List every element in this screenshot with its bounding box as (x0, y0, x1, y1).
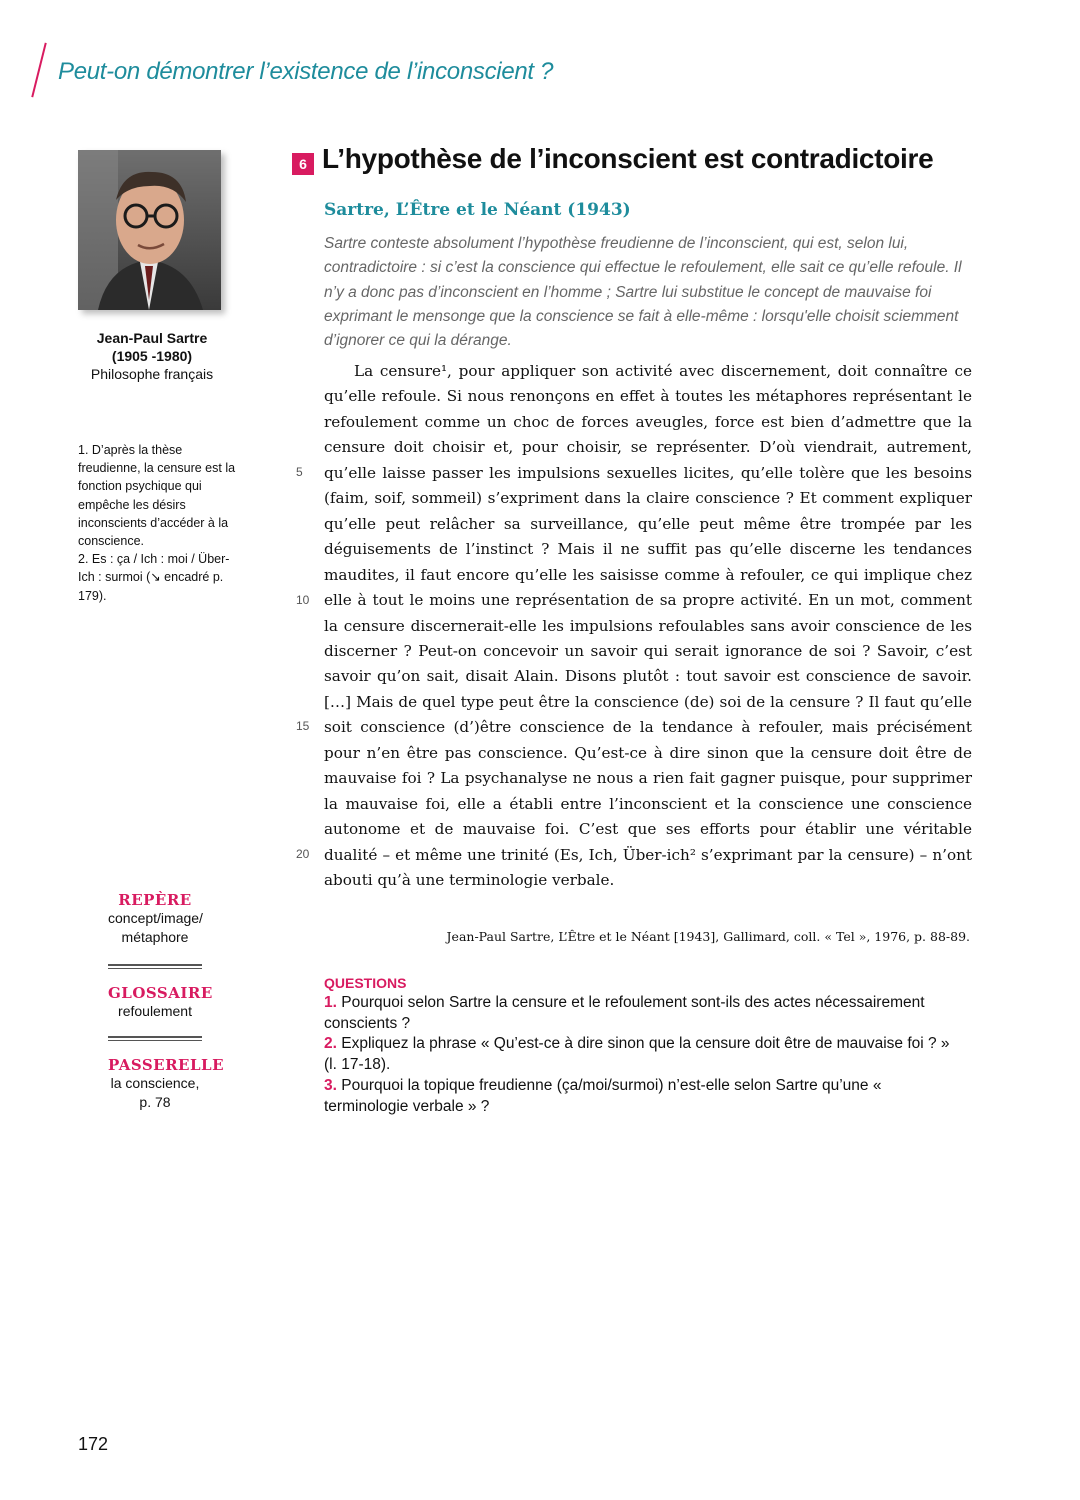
glossaire-body: refoulement (118, 1003, 192, 1019)
bibliographic-reference: Jean-Paul Sartre, L’Être et le Néant [1943], Gallimard, coll. « Tel », 1976, p. 88-89. (446, 929, 970, 944)
line-number: 5 (296, 465, 303, 479)
glossaire-box (108, 984, 213, 1021)
questions-list (324, 993, 964, 1117)
portrait-image (78, 150, 221, 310)
line-number: 10 (296, 593, 310, 607)
footnote-2: 2. Es : ça / Ich : moi / Über-Ich : surmoi (↘ encadré p. 179). (78, 552, 230, 603)
text-paragraph: La censure¹, pour appliquer son activité avec discernement, doit connaître ce qu’elle refoule. Si nous renonçons en effet à toutes les métaphores représentant le refoulement comme un choc de forces aveugles, force est bien d’admettre que la censure doit choisir et, pour choisir, se représenter. D’où viendrait, autrement, qu’elle laisse passer les impulsions sexuelles licites, qu’elle tolère que les besoins (faim, soif, sommeil) s’expriment dans la claire conscience ? Et comment expliquer qu’elle peut relâcher sa surveillance, qu’elle peut même être trompée par les déguisements de l’instinct ? Mais il ne suffit pas qu’elle discerne les tendances maudites, il faut encore qu’elle les saisisse comme à refouler, ce qui implique chez elle à tout le moins une représentation de sa propre activité. En un mot, comment la censure discernerait-elle les impulsions refoulables sans avoir conscience de les discerner ? Peut-on concevoir un savoir qui serait ignorance de soi ? Savoir, c’est savoir qu’on sait, disait Alain. Disons plutôt : tout savoir est conscience de savoir. […] Mais de quel type peut être la conscience (de) soi de la censure ? Il faut qu’elle soit conscience (d’)être conscience de la tendance à refouler, mais précisément pour n’en être pas conscience. Qu’est-ce à dire sinon que la censure doit être de mauvaise foi ? La psychanalyse ne nous a rien fait gagner puisque, pour supprimer la mauvaise foi, elle a établi entre l’inconscient et la conscience une conscience autonome et de mauvaise foi. C’est que ses efforts pour établir une véritable dualité – et même une trinité (Es, Ich, Über-ich² s’exprimant par la censure) – n’ont abouti qu’à une terminologie verbale. (324, 362, 972, 890)
document-intro: Sartre conteste absolument l’hypothèse freudienne de l’inconscient, qui est, selon lui, contradictoire : si c’est la conscience qui effectue le refoulement, elle sait ce qu’elle refoule. Il n’y a donc pas d’inconscient en l’homme ; Sartre lui substitue le concept de mauvaise foi exprimant le mensonge que la conscience se fait à elle-même : lorsqu'elle choisit sciemment d’ignorer ce qui la dérange. (324, 235, 962, 350)
running-head: Peut-on démontrer l’existence de l’inconscient ? (58, 58, 554, 85)
question-item: 2. Expliquez la phrase « Qu’est-ce à dire sinon que la censure doit être de mauvaise foi ? » (l. 17-18). (324, 1035, 950, 1074)
page-number: 172 (78, 1434, 109, 1454)
document-number-badge: 6 (292, 153, 314, 175)
document-source: Sartre, L’Être et le Néant (1943) (324, 200, 631, 220)
sartre-portrait (78, 150, 221, 310)
repere-box (108, 891, 202, 947)
divider (108, 1036, 202, 1041)
question-item: 1. Pourquoi selon Sartre la censure et le refoulement sont-ils des actes nécessairement conscients ? (324, 994, 925, 1032)
questions-heading: QUESTIONS (324, 975, 407, 991)
divider (108, 964, 202, 969)
caption-dates: (1905 -1980) (111, 348, 193, 364)
running-head-slash (31, 43, 46, 98)
footnotes (78, 441, 238, 605)
document-text (324, 359, 972, 894)
line-number: 20 (296, 847, 310, 861)
document-title: L’hypothèse de l’inconscient est contradictoire (322, 143, 934, 174)
line-number: 15 (296, 719, 310, 733)
passerelle-box (108, 1056, 225, 1112)
portrait-caption (72, 329, 232, 383)
passerelle-body: la conscience, p. 78 (110, 1075, 200, 1110)
caption-name: Jean-Paul Sartre (96, 330, 208, 346)
question-item: 3. Pourquoi la topique freudienne (ça/moi/surmoi) n’est-elle selon Sartre qu’une « terminologie verbale » ? (324, 1076, 882, 1115)
repere-body: concept/image/ métaphore (108, 910, 203, 945)
caption-role: Philosophe français (90, 366, 214, 382)
footnote-1: 1. D’après la thèse freudienne, la censure est la fonction psychique qui empêche les désirs inconscients d’accéder à la conscience. (78, 443, 236, 549)
glossaire-heading: GLOSSAIRE (108, 984, 213, 1002)
repere-heading: REPÈRE (118, 891, 192, 909)
passerelle-heading: PASSERELLE (108, 1056, 225, 1074)
